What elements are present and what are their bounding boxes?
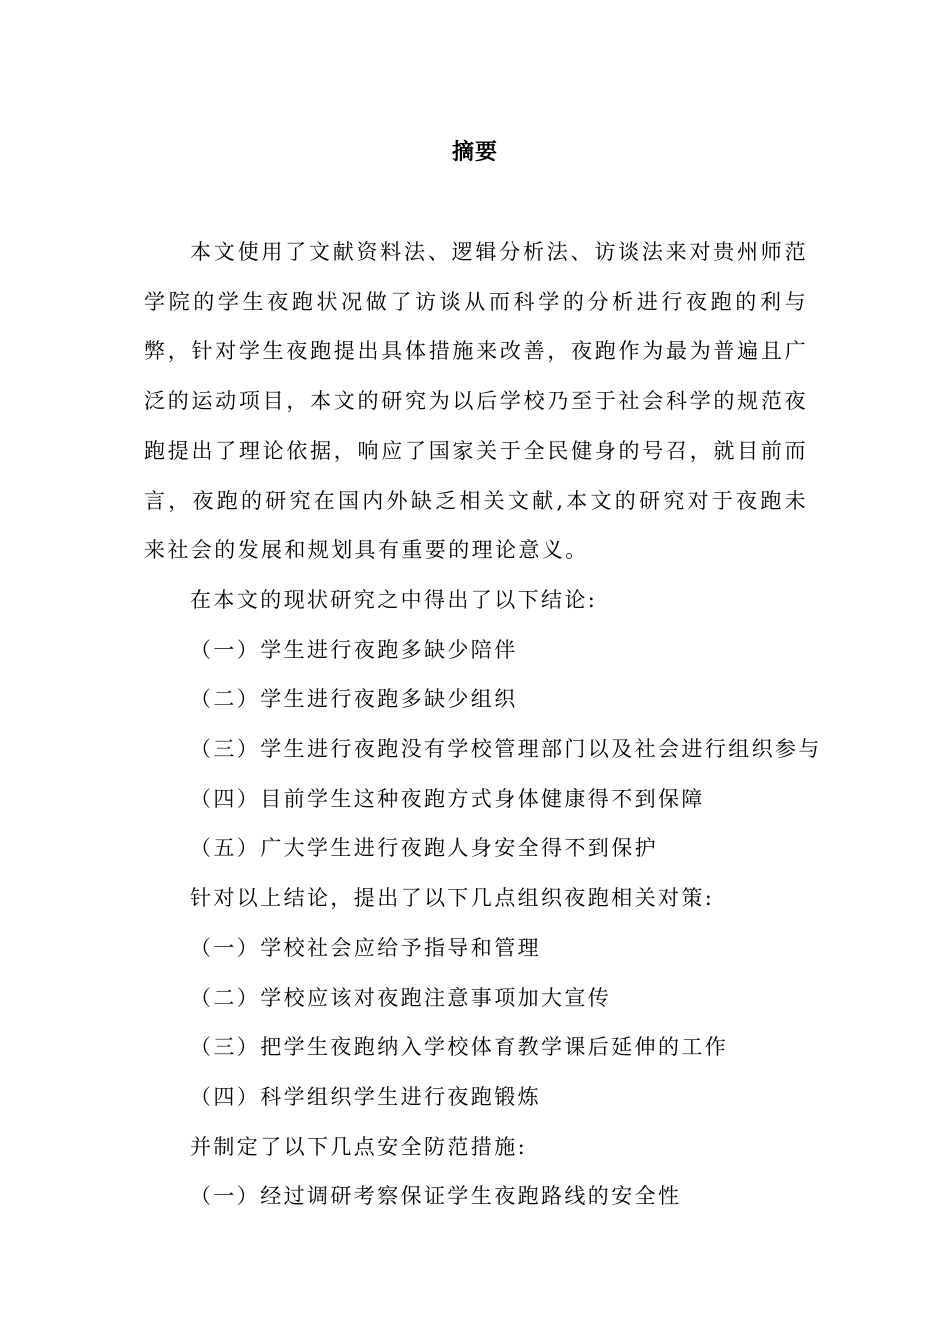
intro-paragraph: 本文使用了文献资料法、逻辑分析法、访谈法来对贵州师范学院的学生夜跑状况做了访谈从而科学的分析进行夜跑的利与弊，针对学生夜跑提出具体措施来改善，夜跑作为最为普遍且广泛的运动项目，本文的研究为以后学校乃至于社会科学的规范夜跑提出了理论依据，响应了国家关于全民健身的号召，就目前而言，夜跑的研究在国内外缺乏相关文献,本文的研究对于夜跑未来社会的发展和规划具有重要的理论意义。 (144, 240, 808, 563)
conclusion-item: （三）学生进行夜跑没有学校管理部门以及社会进行组织参与 (190, 737, 822, 762)
countermeasure-item: （二）学校应该对夜跑注意事项加大宣传 (190, 985, 612, 1010)
countermeasure-item: （三）把学生夜跑纳入学校体育教学课后延伸的工作 (190, 1035, 729, 1060)
conclusion-item: （四）目前学生这种夜跑方式身体健康得不到保障 (190, 786, 705, 811)
conclusion-item: （一）学生进行夜跑多缺少陪伴 (190, 637, 518, 662)
conclusion-item: （五）广大学生进行夜跑人身安全得不到保护 (190, 836, 658, 861)
abstract-body (144, 228, 822, 1222)
conclusion-item: （二）学生进行夜跑多缺少组织 (190, 687, 518, 712)
countermeasure-item: （四）科学组织学生进行夜跑锻炼 (190, 1084, 541, 1109)
countermeasure-item: （一）学校社会应给予指导和管理 (190, 935, 541, 960)
safety-heading: 并制定了以下几点安全防范措施: (190, 1134, 528, 1159)
safety-measure-item: （一）经过调研考察保证学生夜跑路线的安全性 (190, 1184, 682, 1209)
countermeasures-heading: 针对以上结论，提出了以下几点组织夜跑相关对策: (190, 886, 715, 911)
conclusions-heading: 在本文的现状研究之中得出了以下结论: (190, 587, 598, 612)
page-title: 摘要 (451, 140, 498, 165)
